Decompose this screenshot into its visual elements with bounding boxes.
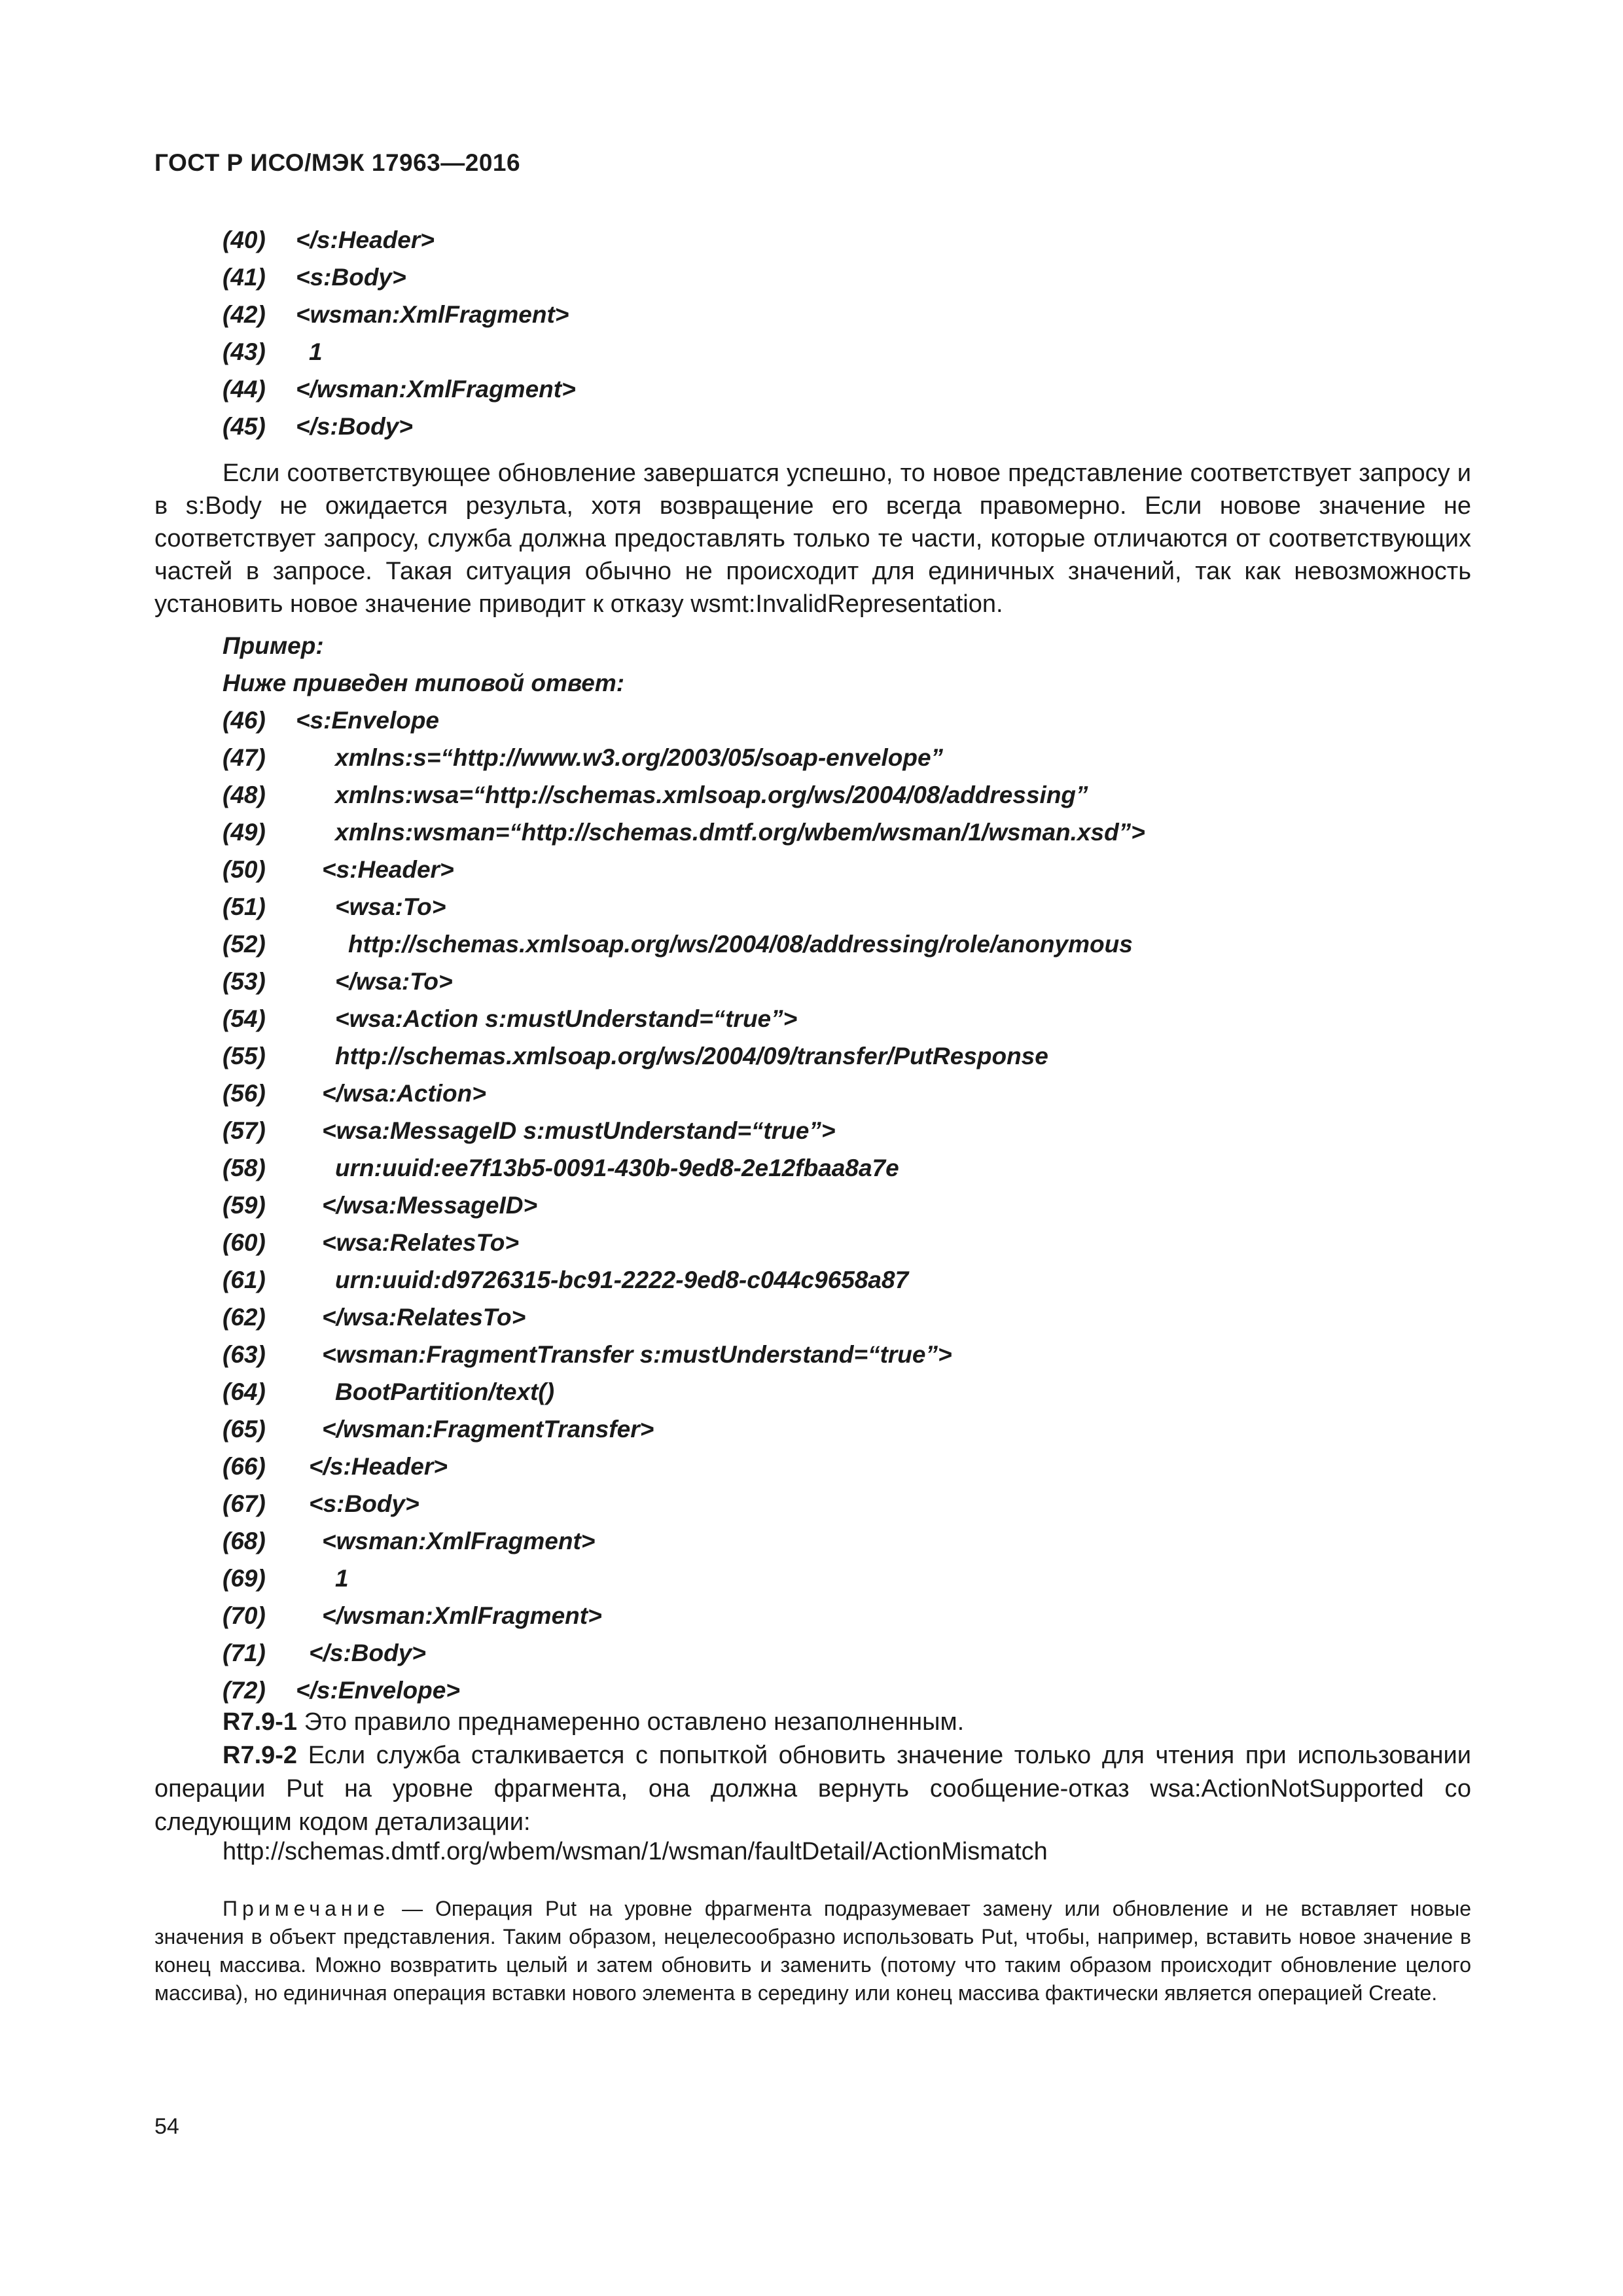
code-line [223, 1000, 1466, 1037]
code-line [223, 702, 1466, 739]
code-text: <s:Body> [309, 1490, 419, 1517]
line-number: (57) [223, 1117, 266, 1144]
body-paragraph [154, 457, 1471, 620]
note-text: — Операция Put на уровне фрагмента подразумевает замену или обновление и не вставляет новые значения в объект представления. Таким образом, нецелесообразно использовать Put, чтобы, например, вставить новое значение в конец массива. Можно возвратить целый и затем обновить и заменить (потому что таким образом происходит обновление целого массива), но единичная операция вставки нового элемента в середину или конец массива фактически является операцией Create. [154, 1897, 1471, 2005]
code-text: </wsman:XmlFragment> [322, 1602, 602, 1629]
code-text: <wsa:MessageID s:mustUnderstand=“true”> [322, 1117, 836, 1144]
code-line [223, 814, 1466, 851]
code-line [223, 963, 1466, 1000]
code-line [223, 370, 1466, 408]
code-line [223, 925, 1466, 963]
code-line [223, 1187, 1466, 1224]
code-line [223, 1448, 1466, 1485]
code-text: </s:Header> [309, 1453, 448, 1480]
line-number: (42) [223, 301, 266, 328]
fault-detail-url: http://schemas.dmtf.org/wbem/wsman/1/wsman/faultDetail/ActionMismatch [223, 1838, 1048, 1865]
code-text: <wsman:XmlFragment> [322, 1528, 596, 1554]
code-text: </s:Body> [309, 1640, 426, 1666]
line-number: (45) [223, 413, 266, 440]
code-text: urn:uuid:ee7f13b5-0091-430b-9ed8-2e12fbaa8a7e [335, 1155, 899, 1181]
line-number: (43) [223, 338, 266, 365]
code-line [223, 776, 1466, 814]
code-text: 1 [309, 338, 323, 365]
code-line [223, 1410, 1466, 1448]
line-number: (64) [223, 1378, 266, 1405]
code-text: </wsa:RelatesTo> [322, 1304, 526, 1331]
line-number: (48) [223, 781, 266, 808]
code-text: <wsa:To> [335, 893, 446, 920]
code-text: </wsman:XmlFragment> [296, 376, 576, 403]
line-number: (63) [223, 1341, 266, 1368]
code-text: 1 [335, 1565, 349, 1592]
code-line [223, 221, 1466, 259]
line-number: (44) [223, 376, 266, 403]
code-line [223, 739, 1466, 776]
line-number: (67) [223, 1490, 266, 1517]
example-intro: Ниже приведен типовой ответ: [223, 670, 625, 696]
code-line [223, 1634, 1466, 1672]
standard-designation: ГОСТ Р ИСО/МЭК 17963—2016 [154, 149, 521, 176]
code-text: <s:Body> [296, 264, 406, 291]
code-line [223, 851, 1466, 888]
code-text: <s:Envelope [296, 707, 440, 734]
code-text: http://schemas.xmlsoap.org/ws/2004/09/transfer/PutResponse [335, 1043, 1048, 1069]
code-text: xmlns:s=“http://www.w3.org/2003/05/soap-envelope” [335, 744, 944, 771]
code-text: </wsa:MessageID> [322, 1192, 538, 1219]
code-line [223, 1075, 1466, 1112]
code-text: </s:Header> [296, 226, 435, 253]
line-number: (50) [223, 856, 266, 883]
code-text: <wsman:XmlFragment> [296, 301, 569, 328]
code-listing-top [223, 221, 1466, 445]
code-text: <wsa:RelatesTo> [322, 1229, 519, 1256]
line-number: (51) [223, 893, 266, 920]
code-text: xmlns:wsa=“http://schemas.xmlsoap.org/ws/2004/08/addressing” [335, 781, 1088, 808]
line-number: (61) [223, 1266, 266, 1293]
line-number: (46) [223, 707, 266, 734]
line-number: (62) [223, 1304, 266, 1331]
code-line [223, 1373, 1466, 1410]
rule-text: Если служба сталкивается с попыткой обновить значение только для чтения при использовании операции Put на уровне фрагмента, она должна вернуть сообщение-отказ wsa:ActionNotSupported со следующим кодом детализации: [154, 1742, 1471, 1836]
line-number: (40) [223, 226, 266, 253]
code-line [223, 1672, 1466, 1709]
rule-r7-9-1 [154, 1706, 1471, 1739]
rule-text: Это правило преднамеренно оставлено незаполненным. [297, 1708, 965, 1736]
code-text: </wsman:FragmentTransfer> [322, 1416, 654, 1443]
line-number: (71) [223, 1640, 266, 1666]
line-number: (70) [223, 1602, 266, 1629]
code-line [223, 1485, 1466, 1522]
line-number: (68) [223, 1528, 266, 1554]
code-line [223, 888, 1466, 925]
line-number: (72) [223, 1677, 266, 1704]
line-number: (49) [223, 819, 266, 846]
code-line [223, 408, 1466, 445]
line-number: (55) [223, 1043, 266, 1069]
line-number: (60) [223, 1229, 266, 1256]
code-line [223, 1560, 1466, 1597]
code-line [223, 296, 1466, 333]
line-number: (41) [223, 264, 266, 291]
example-label: Пример: [223, 632, 324, 659]
code-text: </wsa:To> [335, 968, 453, 995]
code-line [223, 1299, 1466, 1336]
code-line [223, 333, 1466, 370]
code-listing-response [223, 702, 1466, 1709]
line-number: (52) [223, 931, 266, 958]
code-text: BootPartition/text() [335, 1378, 555, 1405]
code-line [223, 1261, 1466, 1299]
line-number: (66) [223, 1453, 266, 1480]
code-line [223, 1522, 1466, 1560]
code-line [223, 1037, 1466, 1075]
code-text: <wsman:FragmentTransfer s:mustUnderstand=“true”> [322, 1341, 952, 1368]
code-line [223, 1149, 1466, 1187]
note-label: Примечание [223, 1897, 390, 1920]
rule-r7-9-2 [154, 1739, 1471, 1839]
code-text: urn:uuid:d9726315-bc91-2222-9ed8-c044c9658a87 [335, 1266, 909, 1293]
page-number: 54 [154, 2114, 179, 2139]
code-line [223, 1224, 1466, 1261]
line-number: (58) [223, 1155, 266, 1181]
line-number: (53) [223, 968, 266, 995]
code-text: <s:Header> [322, 856, 454, 883]
code-text: </s:Envelope> [296, 1677, 460, 1704]
rule-id: R7.9-2 [223, 1742, 298, 1769]
code-line [223, 1336, 1466, 1373]
code-line [223, 1597, 1466, 1634]
note-block [154, 1895, 1471, 2007]
line-number: (56) [223, 1080, 266, 1107]
code-text: xmlns:wsman=“http://schemas.dmtf.org/wbem/wsman/1/wsman.xsd”> [335, 819, 1145, 846]
rule-id: R7.9-1 [223, 1708, 298, 1736]
code-text: <wsa:Action s:mustUnderstand=“true”> [335, 1005, 798, 1032]
paragraph-text: Если соответствующее обновление завершатся успешно, то новое представление соответствует запросу и в s:Body не ожидается результа, хотя возвращение его всегда правомерно. Если новове значение не соответствует запросу, служба должна предоставлять только те части, которые отличаются от соответствующих частей в запросе. Такая ситуация обычно не происходит для единичных значений, так как невозможность установить новое значение приводит к отказу wsmt:InvalidRepresentation. [154, 459, 1471, 618]
code-text: http://schemas.xmlsoap.org/ws/2004/08/addressing/role/anonymous [348, 931, 1133, 958]
code-text: </s:Body> [296, 413, 413, 440]
code-line [223, 1112, 1466, 1149]
line-number: (47) [223, 744, 266, 771]
line-number: (54) [223, 1005, 266, 1032]
line-number: (59) [223, 1192, 266, 1219]
code-line [223, 259, 1466, 296]
code-text: </wsa:Action> [322, 1080, 486, 1107]
line-number: (65) [223, 1416, 266, 1443]
line-number: (69) [223, 1565, 266, 1592]
